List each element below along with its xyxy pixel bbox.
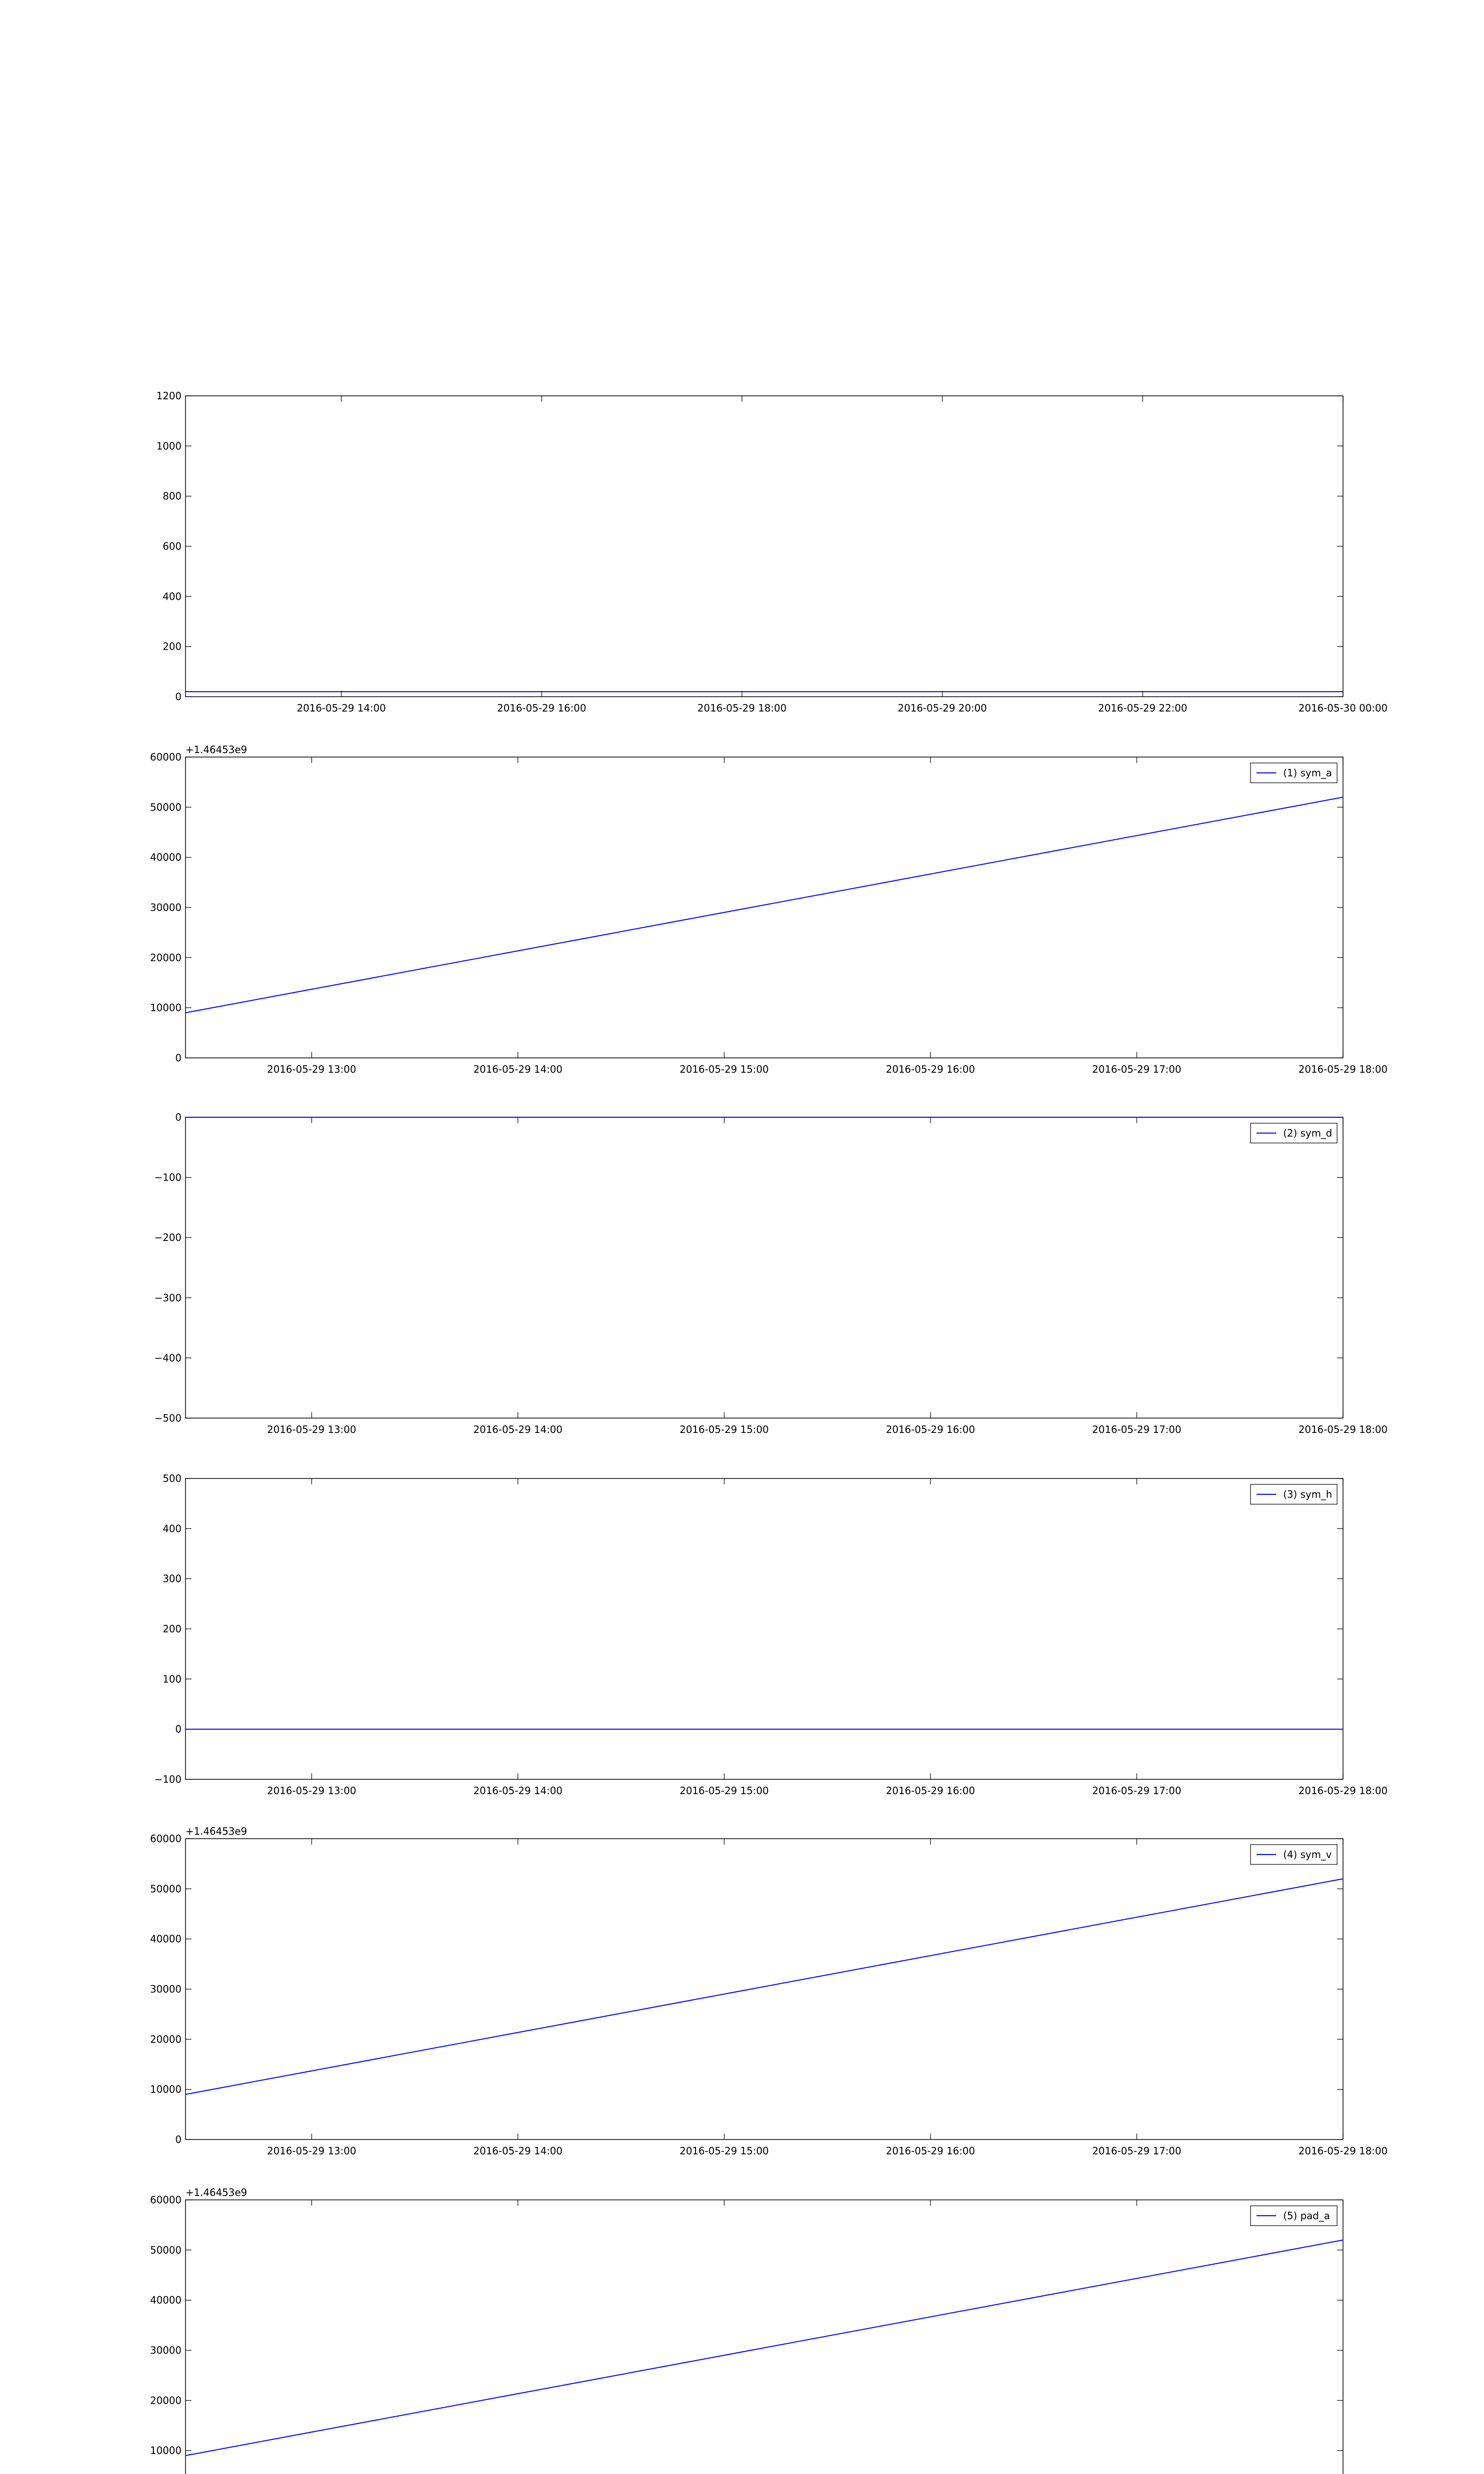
y-tick-label: 20000 — [150, 952, 182, 964]
y-offset-text: +1.46453e9 — [186, 1825, 247, 1837]
y-tick-label: 100 — [162, 1673, 182, 1685]
x-tick-label: 2016-05-29 16:00 — [885, 2145, 975, 2157]
y-tick-label: 0 — [175, 691, 182, 703]
y-tick-label: 40000 — [150, 851, 182, 863]
y-tick-label: −100 — [154, 1773, 182, 1785]
legend-label: (5) pad_a — [1283, 2210, 1330, 2222]
y-tick-label: 600 — [162, 540, 182, 552]
x-tick-label: 2016-05-29 16:00 — [885, 1785, 975, 1797]
y-tick-label: 50000 — [150, 801, 182, 813]
y-tick-label: 800 — [162, 490, 182, 502]
y-tick-label: 200 — [162, 1623, 182, 1635]
y-tick-label: 0 — [175, 1723, 182, 1735]
legend — [1251, 763, 1337, 783]
x-tick-label: 2016-05-29 18:00 — [1298, 1424, 1388, 1435]
x-tick-label: 2016-05-29 20:00 — [897, 702, 987, 714]
y-tick-label: 50000 — [150, 1883, 182, 1895]
x-tick-label: 2016-05-29 18:00 — [1298, 1063, 1388, 1075]
y-tick-label: −100 — [154, 1171, 182, 1184]
x-tick-label: 2016-05-29 16:00 — [497, 702, 587, 714]
y-tick-label: 30000 — [150, 2344, 182, 2356]
y-tick-label: 400 — [162, 590, 182, 603]
x-tick-label: 2016-05-29 14:00 — [473, 1063, 563, 1075]
y-tick-label: 10000 — [150, 1001, 182, 1014]
x-tick-label: 2016-05-29 13:00 — [267, 1424, 357, 1435]
legend-label: (4) sym_v — [1283, 1849, 1332, 1860]
legend — [1251, 1484, 1337, 1504]
x-tick-label: 2016-05-29 18:00 — [1298, 1785, 1388, 1797]
x-tick-label: 2016-05-29 22:00 — [1098, 702, 1188, 714]
x-tick-label: 2016-05-29 13:00 — [267, 1063, 357, 1075]
y-offset-text: +1.46453e9 — [186, 744, 247, 756]
x-tick-label: 2016-05-29 15:00 — [679, 2145, 769, 2157]
y-tick-label: 0 — [175, 1052, 182, 1064]
legend-label: (2) sym_d — [1283, 1127, 1333, 1139]
y-tick-label: 20000 — [150, 2394, 182, 2407]
x-tick-label: 2016-05-29 14:00 — [473, 1785, 563, 1797]
y-tick-label: 60000 — [150, 2194, 182, 2206]
y-tick-label: 60000 — [150, 751, 182, 763]
y-tick-label: 1000 — [156, 440, 182, 452]
y-tick-label: 60000 — [150, 1833, 182, 1845]
y-tick-label: 20000 — [150, 2033, 182, 2046]
y-tick-label: 30000 — [150, 1983, 182, 1995]
x-tick-label: 2016-05-29 17:00 — [1092, 1063, 1182, 1075]
y-tick-label: 500 — [162, 1473, 182, 1484]
x-tick-label: 2016-05-29 14:00 — [296, 702, 386, 714]
y-tick-label: 10000 — [150, 2444, 182, 2457]
x-tick-label: 2016-05-29 17:00 — [1092, 1785, 1182, 1797]
y-offset-text: +1.46453e9 — [186, 2187, 247, 2198]
x-tick-label: 2016-05-29 15:00 — [679, 1063, 769, 1075]
x-tick-label: 2016-05-29 18:00 — [697, 702, 787, 714]
x-tick-label: 2016-05-29 15:00 — [679, 1424, 769, 1435]
x-tick-label: 2016-05-29 14:00 — [473, 1424, 563, 1435]
y-tick-label: 30000 — [150, 902, 182, 913]
y-tick-label: 0 — [175, 1111, 182, 1123]
legend — [1251, 1123, 1337, 1143]
x-tick-label: 2016-05-29 18:00 — [1298, 2145, 1388, 2157]
y-tick-label: 40000 — [150, 2294, 182, 2306]
y-tick-label: −300 — [154, 1291, 182, 1304]
y-tick-label: 400 — [162, 1522, 182, 1535]
y-tick-label: 10000 — [150, 2083, 182, 2095]
y-tick-label: 50000 — [150, 2244, 182, 2256]
x-tick-label: 2016-05-29 15:00 — [679, 1785, 769, 1797]
y-tick-label: 0 — [175, 2134, 182, 2145]
y-tick-label: 40000 — [150, 1933, 182, 1945]
x-tick-label: 2016-05-29 16:00 — [885, 1424, 975, 1435]
x-tick-label: 2016-05-29 14:00 — [473, 2145, 563, 2157]
x-tick-label: 2016-05-30 00:00 — [1298, 702, 1388, 714]
y-tick-label: 200 — [162, 640, 182, 653]
legend-label: (3) sym_h — [1283, 1488, 1333, 1500]
y-tick-label: 1200 — [156, 390, 182, 402]
y-tick-label: 300 — [162, 1572, 182, 1585]
y-tick-label: −400 — [154, 1352, 182, 1364]
legend — [1251, 1845, 1337, 1864]
x-tick-label: 2016-05-29 13:00 — [267, 1785, 357, 1797]
x-tick-label: 2016-05-29 13:00 — [267, 2145, 357, 2157]
x-tick-label: 2016-05-29 17:00 — [1092, 2145, 1182, 2157]
y-tick-label: −200 — [154, 1232, 182, 1244]
legend-label: (1) sym_a — [1283, 767, 1332, 779]
legend — [1251, 2206, 1337, 2226]
y-tick-label: −500 — [154, 1412, 182, 1424]
x-tick-label: 2016-05-29 17:00 — [1092, 1424, 1182, 1435]
x-tick-label: 2016-05-29 16:00 — [885, 1063, 975, 1075]
